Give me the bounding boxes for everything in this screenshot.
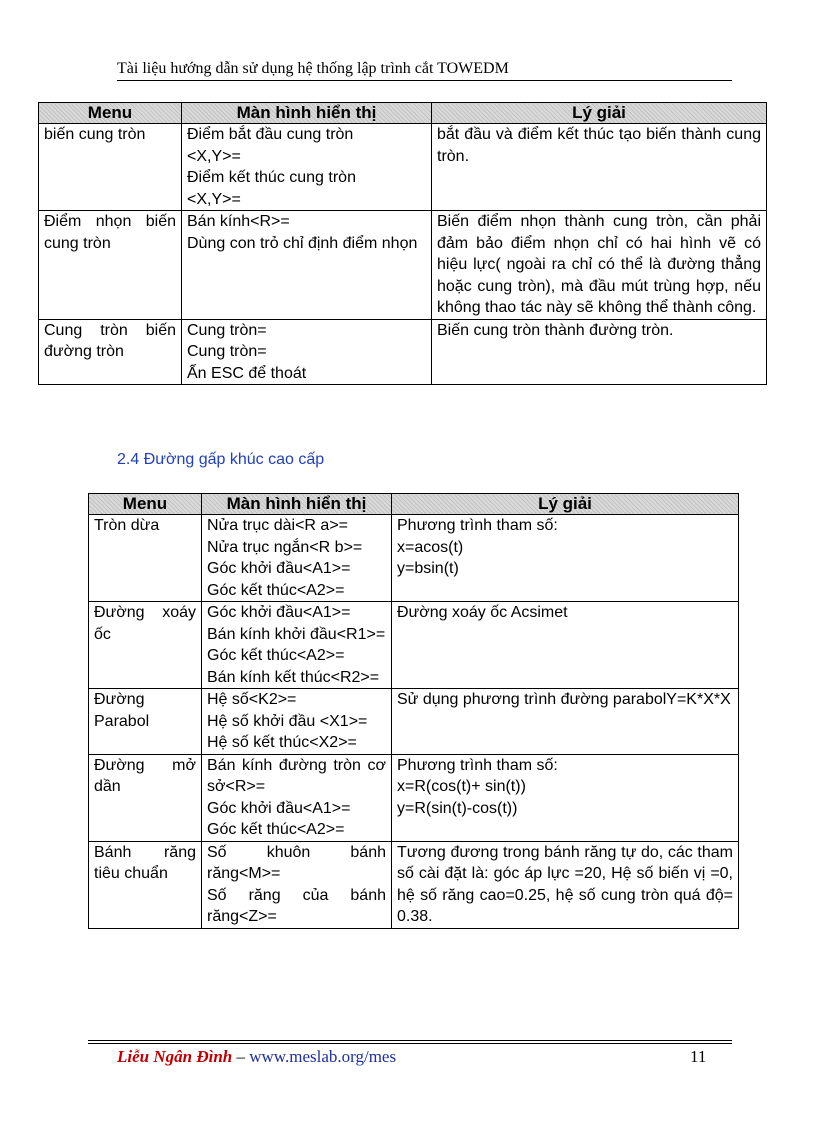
menu-cell-line: Đường mở dần: [94, 756, 196, 795]
explain-cell: [392, 515, 739, 602]
screen-cell: [202, 602, 392, 689]
screen-cell-line: Hệ số kết thúc<X2>=: [207, 734, 357, 751]
screen-cell: [202, 841, 392, 928]
explain-cell-line: x=acos(t): [397, 538, 464, 556]
screen-cell: [182, 211, 432, 320]
menu-cell: [89, 689, 202, 755]
menu-cell: [89, 602, 202, 689]
table-row: [89, 515, 739, 602]
screen-cell: [202, 754, 392, 841]
menu-cell: [89, 841, 202, 928]
footer-url[interactable]: www.meslab.org/mes: [249, 1047, 397, 1066]
menu-cell-line: Tròn dừa: [94, 517, 160, 534]
screen-cell: [202, 515, 392, 602]
explain-cell-line: Tương đương trong bánh răng tự do, các tham số cài đặt là: góc áp lực =20, Hệ số biến vị =0, hệ số răng cao=0.25, hệ số cung tròn quá độ= 0.38.: [397, 843, 733, 925]
screen-cell-line: Bán kính kết thúc<R2>=: [207, 668, 380, 686]
screen-cell-line: Góc kết thúc<A2>=: [207, 581, 345, 599]
column-header-menu: Menu: [39, 103, 182, 124]
screen-cell-line: Ấn ESC để thoát: [187, 364, 307, 382]
screen-cell-line: Nửa trục ngắn<R b>=: [207, 538, 363, 556]
explain-cell: Biến điểm nhọn thành cung tròn, cần phải đảm bảo điểm nhọn chỉ có hai hình vẽ có hiệu lực( ngoài ra chỉ có thể là đường thẳng hoặc cung tròn), mà đầu mút trùng hợp, nếu không thao tác này sẽ không thể thành công.: [432, 211, 767, 320]
footer-author: Liễu Ngân Đình: [117, 1047, 233, 1066]
footer-rule: [88, 1040, 732, 1041]
page-footer: [117, 1047, 396, 1067]
page-header: Tài liệu hướng dẫn sử dụng hệ thống lập trình cắt TOWEDM: [117, 60, 509, 77]
column-header-explain: Lý giải: [392, 494, 739, 515]
column-header-menu: Menu: [89, 494, 202, 515]
table-row: [39, 319, 767, 385]
table-row: [89, 754, 739, 841]
table-row: [89, 602, 739, 689]
screen-cell: [202, 689, 392, 755]
menu-cell: [39, 319, 182, 385]
table-advanced-polyline: [88, 493, 739, 929]
table-menu-arc: [38, 102, 767, 385]
screen-cell-line: Cung tròn=: [187, 343, 267, 360]
column-header-screen: Màn hình hiển thị: [202, 494, 392, 515]
screen-cell-line: Hệ số khởi đầu <X1>=: [207, 712, 368, 730]
screen-cell-line: Điểm bắt đầu cung tròn: [187, 126, 354, 143]
menu-cell-line: biến cung tròn: [44, 126, 146, 143]
screen-cell-line: Số khuôn bánh răng<M>=: [207, 843, 386, 882]
section-title: 2.4 Đường gấp khúc cao cấp: [117, 451, 325, 468]
column-header-explain: Lý giải: [432, 103, 767, 124]
screen-cell-line: <X,Y>=: [187, 190, 241, 208]
screen-cell-line: <X,Y>=: [187, 147, 241, 165]
page-number: 11: [690, 1047, 707, 1066]
table-row: [89, 841, 739, 928]
menu-cell-line: Đường xoáy ốc: [94, 604, 196, 643]
screen-cell-line: Nửa trục dài<R a>=: [207, 517, 349, 534]
screen-cell-line: Góc kết thúc<A2>=: [207, 647, 345, 664]
header-rule: [117, 80, 732, 81]
explain-cell-line: y=R(sin(t)-cos(t)): [397, 799, 518, 817]
explain-cell-line: y=bsin(t): [397, 560, 459, 577]
menu-cell-line: Đường Parabol: [94, 691, 150, 730]
screen-cell-line: Bán kính khởi đầu<R1>=: [207, 625, 386, 643]
screen-cell-line: Góc khởi đầu<A1>=: [207, 604, 351, 621]
menu-cell: [89, 515, 202, 602]
explain-cell-line: Phương trình tham số:: [397, 517, 558, 534]
menu-cell: [39, 211, 182, 320]
explain-cell: [392, 602, 739, 689]
menu-cell: [39, 124, 182, 211]
table-header-row: [89, 494, 739, 515]
menu-cell-line: Cung tròn biến đường tròn: [44, 321, 176, 360]
table-row: [89, 689, 739, 755]
explain-cell-line: Đường xoáy ốc Acsimet: [397, 604, 568, 621]
footer-separator: –: [232, 1047, 250, 1066]
screen-cell-line: Bán kính<R>=: [187, 213, 290, 230]
explain-cell-line: x=R(cos(t)+ sin(t)): [397, 778, 526, 795]
table-row: [39, 211, 767, 320]
column-header-screen: Màn hình hiển thị: [182, 103, 432, 124]
explain-cell: [392, 689, 739, 755]
explain-cell: bắt đầu và điểm kết thúc tạo biến thành cung tròn.: [432, 124, 767, 211]
table-row: [39, 124, 767, 211]
screen-cell-line: Hệ số<K2>=: [207, 691, 297, 708]
explain-cell: Biến cung tròn thành đường tròn.: [432, 319, 767, 385]
screen-cell-line: Số răng của bánh răng<Z>=: [207, 886, 386, 925]
screen-cell-line: Cung tròn=: [187, 321, 267, 339]
explain-cell: [392, 754, 739, 841]
menu-cell-line: Bánh răng tiêu chuẩn: [94, 843, 196, 882]
explain-cell-line: Phương trình tham số:: [397, 756, 558, 774]
table-header-row: [39, 103, 767, 124]
screen-cell-line: Góc khởi đầu<A1>=: [207, 799, 351, 817]
screen-cell-line: Dùng con trỏ chỉ định điểm nhọn: [187, 234, 418, 252]
explain-cell: [392, 841, 739, 928]
explain-cell-line: Sử dụng phương trình đường parabolY=K*X*X: [397, 691, 731, 708]
screen-cell: [182, 319, 432, 385]
menu-cell: [89, 754, 202, 841]
menu-cell-line: Điểm nhọn biến cung tròn: [44, 213, 176, 252]
screen-cell-line: Góc kết thúc<A2>=: [207, 821, 345, 838]
footer-rule: [88, 1043, 732, 1044]
screen-cell-line: Bán kính đường tròn cơ sở<R>=: [207, 756, 386, 795]
screen-cell-line: Góc khởi đầu<A1>=: [207, 560, 351, 577]
screen-cell-line: Điểm kết thúc cung tròn: [187, 169, 356, 186]
screen-cell: [182, 124, 432, 211]
